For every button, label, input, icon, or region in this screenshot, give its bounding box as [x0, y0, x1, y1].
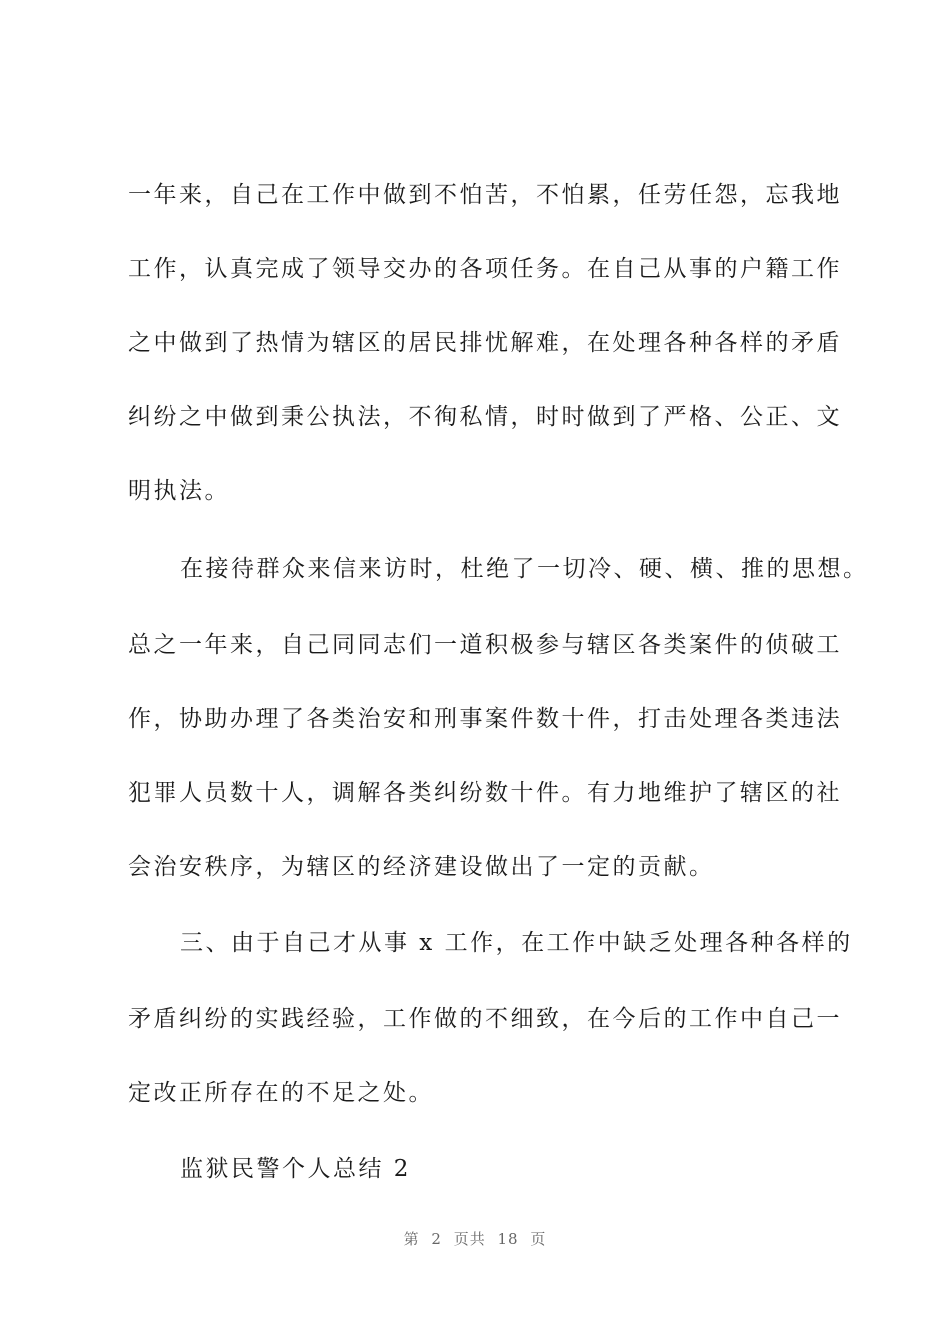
paragraph-1-line-5: 明执法。: [128, 478, 230, 504]
paragraph-1-line-1: 一年来，自己在工作中做到不怕苦，不怕累，任劳任怨，忘我地: [128, 182, 842, 208]
paragraph-3-line-3: 定改正所存在的不足之处。: [128, 1080, 434, 1106]
paragraph-2-line-5: 会治安秩序，为辖区的经济建设做出了一定的贡献。: [128, 854, 715, 880]
paragraph-2-line-4: 犯罪人员数十人，调解各类纠纷数十件。有力地维护了辖区的社: [128, 780, 842, 806]
paragraph-1-line-3: 之中做到了热情为辖区的居民排忧解难，在处理各种各样的矛盾: [128, 330, 842, 356]
paragraph-3-line-1: 三、由于自己才从事 x 工作，在工作中缺乏处理各种各样的: [180, 930, 853, 956]
paragraph-1-line-4: 纠纷之中做到秉公执法，不徇私情，时时做到了严格、公正、文: [128, 404, 842, 430]
page-number-footer: 第 2 页共 18 页: [403, 1230, 547, 1248]
section-heading: 监狱民警个人总结 2: [180, 1156, 411, 1182]
paragraph-2-line-1: 在接待群众来信来访时，杜绝了一切冷、硬、横、推的思想。: [180, 556, 869, 582]
paragraph-2-line-2: 总之一年来，自己同同志们一道积极参与辖区各类案件的侦破工: [128, 632, 842, 658]
paragraph-3-line-2: 矛盾纠纷的实践经验，工作做的不细致，在今后的工作中自己一: [128, 1006, 842, 1032]
paragraph-1-line-2: 工作，认真完成了领导交办的各项任务。在自己从事的户籍工作: [128, 256, 842, 282]
paragraph-2-line-3: 作，协助办理了各类治安和刑事案件数十件，打击处理各类违法: [128, 706, 842, 732]
